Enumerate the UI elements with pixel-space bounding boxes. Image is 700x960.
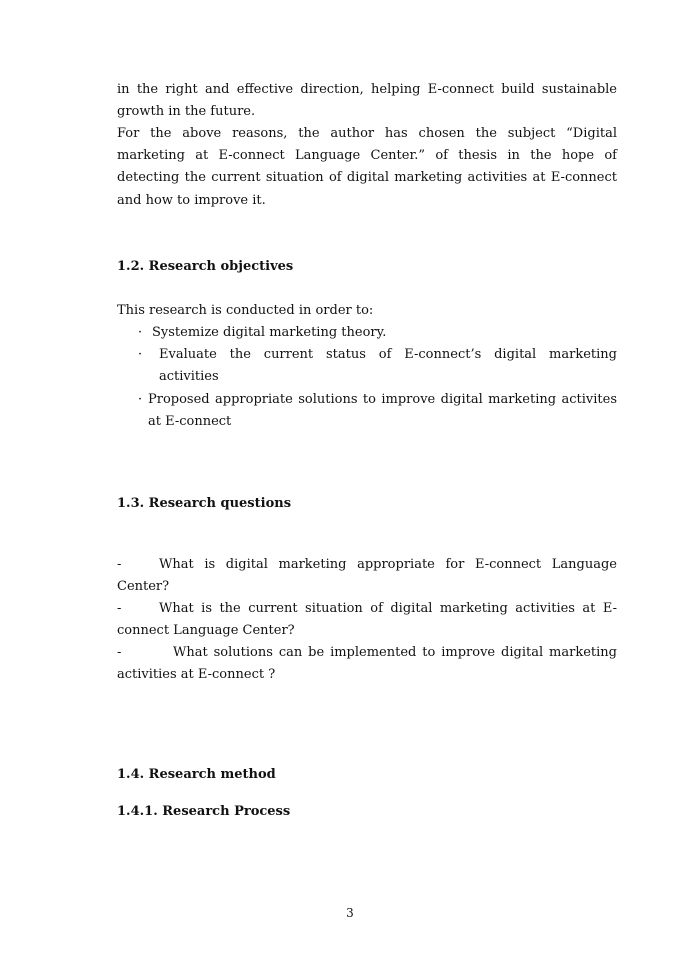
question-text: What solutions can be implemented to improve digital marketing activities at E-connect ? [117,645,617,683]
bullet-mark: · [138,347,143,362]
objective-item [138,344,617,388]
question-item [117,642,617,686]
page-number: 3 [346,906,354,920]
question-item [117,598,617,642]
bullet-mark: · [138,392,143,407]
objective-text: Proposed appropriate solutions to improve digital marketing activites at E-connect [148,392,617,430]
objective-item [138,389,617,433]
continuation-paragraph: in the right and effective direction, helping E-connect build sustainable growth in the future. [117,82,617,120]
objectives-intro: This research is conducted in order to: [117,303,374,318]
question-text: What is digital marketing appropriate for E-connect Language Center? [117,557,617,595]
objective-item [138,322,617,344]
section-heading-research-objectives: 1.2. Research objectives [117,259,294,274]
subsection-heading-research-process: 1.4.1. Research Process [117,804,291,819]
objective-text: Systemize digital marketing theory. [152,325,387,340]
bullet-mark: · [138,325,143,340]
dash-mark: - [117,645,122,660]
dash-mark: - [117,601,122,616]
question-item [117,554,617,598]
objective-text: Evaluate the current status of E-connect’s digital marketing activities [159,347,617,385]
section-heading-research-method: 1.4. Research method [117,767,276,782]
dash-mark: - [117,557,122,572]
question-text: What is the current situation of digital marketing activities at E-connect Language Center? [117,601,617,639]
section-heading-research-questions: 1.3. Research questions [117,496,292,511]
reasons-paragraph: For the above reasons, the author has chosen the subject “Digital marketing at E-connect Language Center.” of thesis in the hope of detecting the current situation of digital marketing activities at E-connect and how to improve it. [117,126,617,208]
